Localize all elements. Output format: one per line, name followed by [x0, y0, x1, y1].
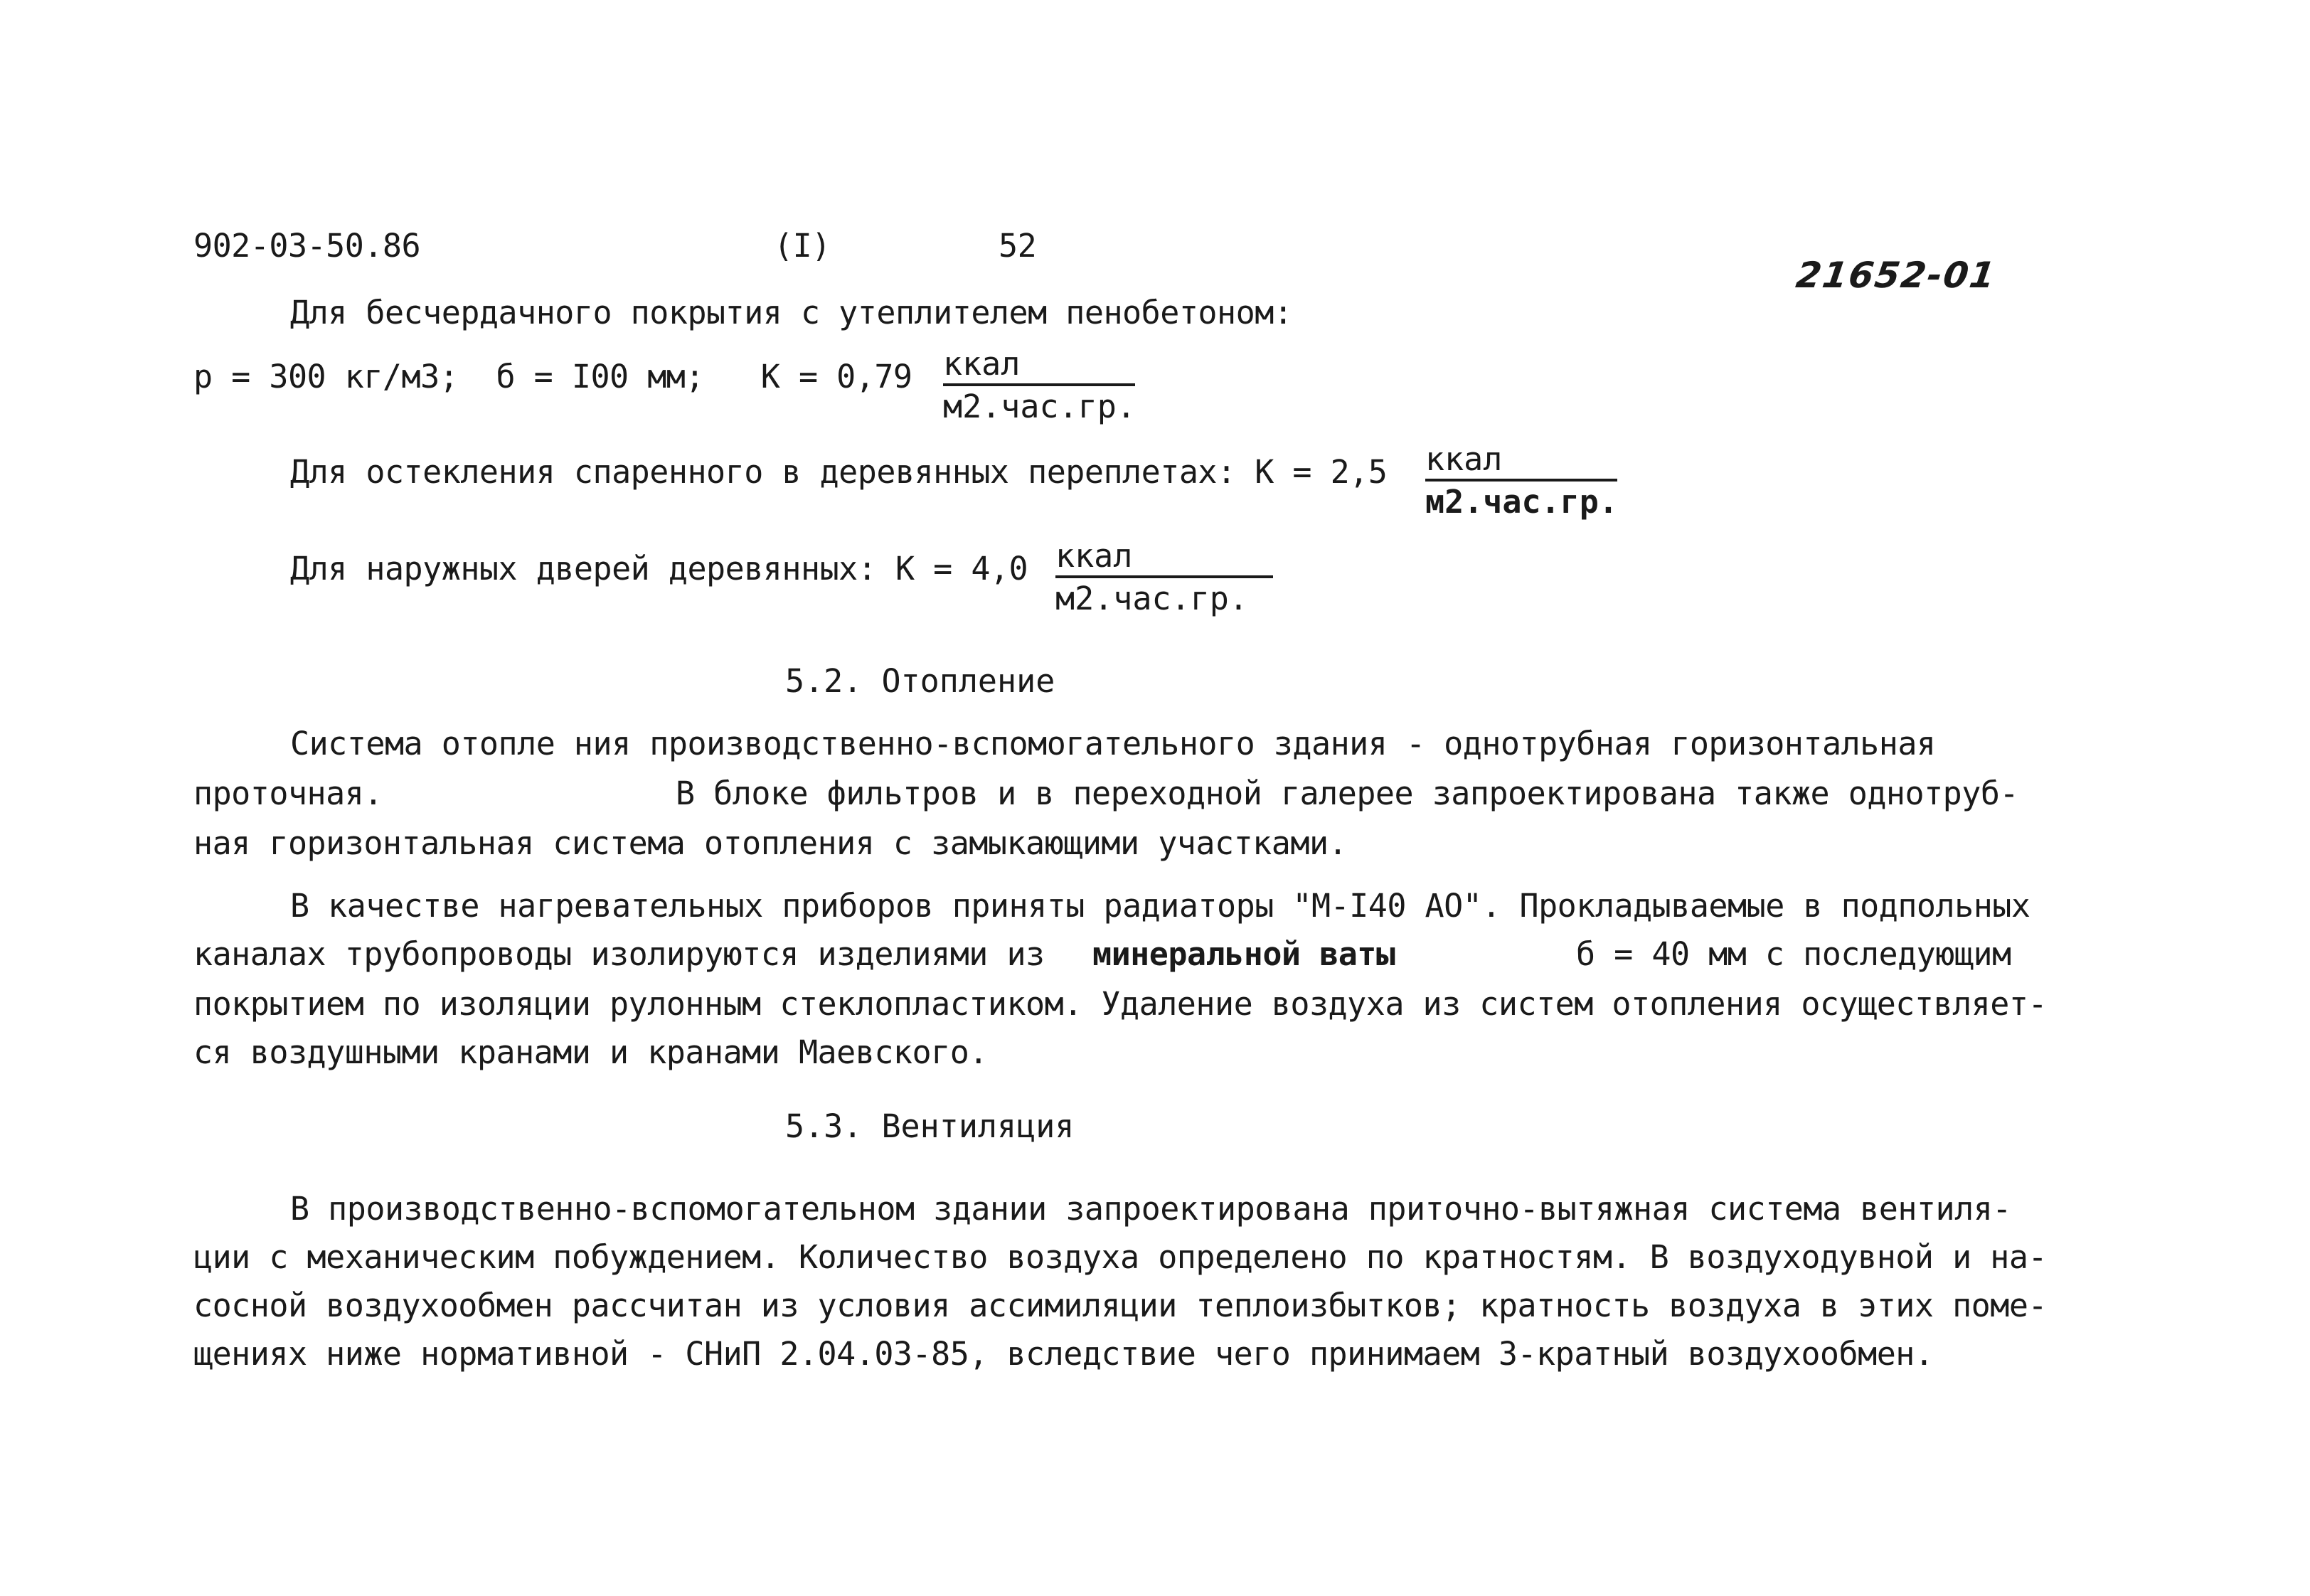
heating-p1-line-3: ная горизонтальная система отопления с замыкающими участками. [193, 824, 1348, 862]
heating-p1-line-2a: проточная. [193, 775, 383, 812]
doc-code: 902-03-50.86 [193, 227, 421, 265]
heating-p1-line-2b: В блоке фильтров и в переходной галерее запроектирована также однотруб- [676, 775, 2019, 812]
heating-p2-line-4: ся воздушными кранами и кранами Маевского. [193, 1033, 988, 1071]
glazing-text: Для остекления спаренного в деревянных переплетах: К = 2,5 [290, 453, 1388, 491]
heating-p2-line-2b: минеральной ваты [1092, 935, 1395, 973]
doors-text: Для наружных дверей деревянных: К = 4,0 [290, 550, 1028, 587]
glazing-unit-fraction-bar [1425, 479, 1617, 482]
doors-unit-fraction-bar [1055, 575, 1273, 578]
heating-p2-line-2c: б = 40 мм с последующим [1576, 935, 2011, 973]
roof-intro: Для бесчердачного покрытия с утеплителем пенобетоном: [290, 294, 1293, 331]
ventilation-p1-line-2: ции с механическим побуждением. Количество воздуха определено по кратностям. В воздуходувной и на- [193, 1238, 2048, 1276]
volume-number: (I) [774, 227, 831, 265]
glazing-unit-numerator: ккал [1425, 440, 1503, 478]
heating-p1-line-1: Система отопле ния производственно-вспомогательного здания - однотрубная горизонтальная [290, 725, 1936, 762]
heading-heating: 5.2. Отопление [785, 662, 1055, 700]
heating-p2-line-2a: каналах трубопроводы изолируются изделиями из [193, 935, 1045, 973]
ventilation-p1-line-4: щениях ниже нормативной - СНиП 2.04.03-85, вследствие чего принимаем 3-кратный воздухообмен. [193, 1335, 1934, 1373]
ventilation-p1-line-1: В производственно-вспомогательном здании запроектирована приточно-вытяжная система вентиля- [290, 1190, 2011, 1228]
heating-p2-line-3: покрытием по изоляции рулонным стеклопластиком. Удаление воздуха из систем отопления осуществляет- [193, 985, 2048, 1023]
roof-unit-denominator: м2.час.гр. [943, 388, 1136, 425]
doors-unit-numerator: ккал [1055, 537, 1133, 575]
roof-unit-numerator: ккал [943, 345, 1021, 383]
roof-params: p = 300 кг/м3; б = I00 мм; К = 0,79 [193, 358, 912, 395]
heating-p2-line-1: В качестве нагревательных приборов приняты радиаторы "М-I40 АО". Прокладываемые в подпольных [290, 887, 2030, 925]
glazing-unit-denominator: м2.час.гр. [1425, 483, 1618, 521]
handwritten-inventory-number: 21652-01 [1793, 255, 1999, 296]
page-number: 52 [999, 227, 1037, 265]
heading-ventilation: 5.3. Вентиляция [785, 1107, 1075, 1145]
ventilation-p1-line-3: сосной воздухообмен рассчитан из условия ассимиляции теплоизбытков; кратность воздуха в этих поме- [193, 1287, 2048, 1324]
roof-unit-fraction-bar [943, 383, 1135, 386]
doors-unit-denominator: м2.час.гр. [1055, 580, 1248, 617]
